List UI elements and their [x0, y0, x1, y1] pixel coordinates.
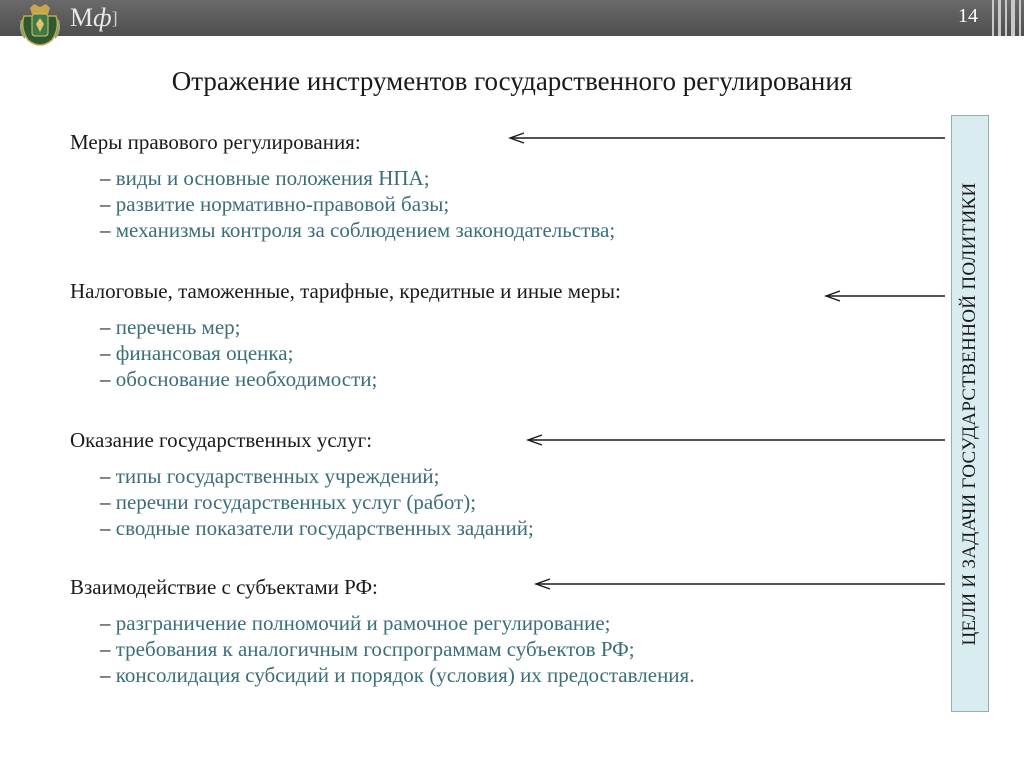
- policy-goals-box: [951, 115, 989, 712]
- list-item: – развитие нормативно-правовой базы;: [100, 192, 450, 216]
- section-heading: Налоговые, таможенные, тарифные, кредитные и иные меры:: [70, 279, 621, 303]
- list-item: – механизмы контроля за соблюдением законодательства;: [100, 218, 616, 242]
- list-item: – требования к аналогичным госпрограммам субъектов РФ;: [100, 637, 635, 661]
- slide-title: Отражение инструментов государственного регулирования: [171, 66, 853, 96]
- logo-text: Мф]: [70, 3, 118, 32]
- slide-number: 14: [958, 5, 978, 27]
- list-item: – виды и основные положения НПА;: [100, 166, 430, 190]
- section-heading: Взаимодействие с субъектами РФ:: [70, 575, 378, 599]
- list-item: – консолидация субсидий и порядок (условия) их предоставления.: [100, 663, 695, 687]
- list-item: – перечень мер;: [100, 315, 241, 339]
- list-item: – финансовая оценка;: [100, 341, 294, 365]
- list-item: – типы государственных учреждений;: [100, 464, 440, 488]
- list-item: – сводные показатели государственных заданий;: [100, 516, 534, 540]
- list-item: – перечни государственных услуг (работ);: [100, 490, 477, 514]
- list-item: – разграничение полномочий и рамочное регулирование;: [100, 611, 611, 635]
- policy-goals-label: ЦЕЛИ И ЗАДАЧИ ГОСУДАРСТВЕННОЙ ПОЛИТИКИ: [959, 181, 980, 646]
- section-heading: Оказание государственных услуг:: [70, 428, 373, 452]
- section-heading: Меры правового регулирования:: [70, 130, 361, 154]
- list-item: – обоснование необходимости;: [100, 367, 378, 391]
